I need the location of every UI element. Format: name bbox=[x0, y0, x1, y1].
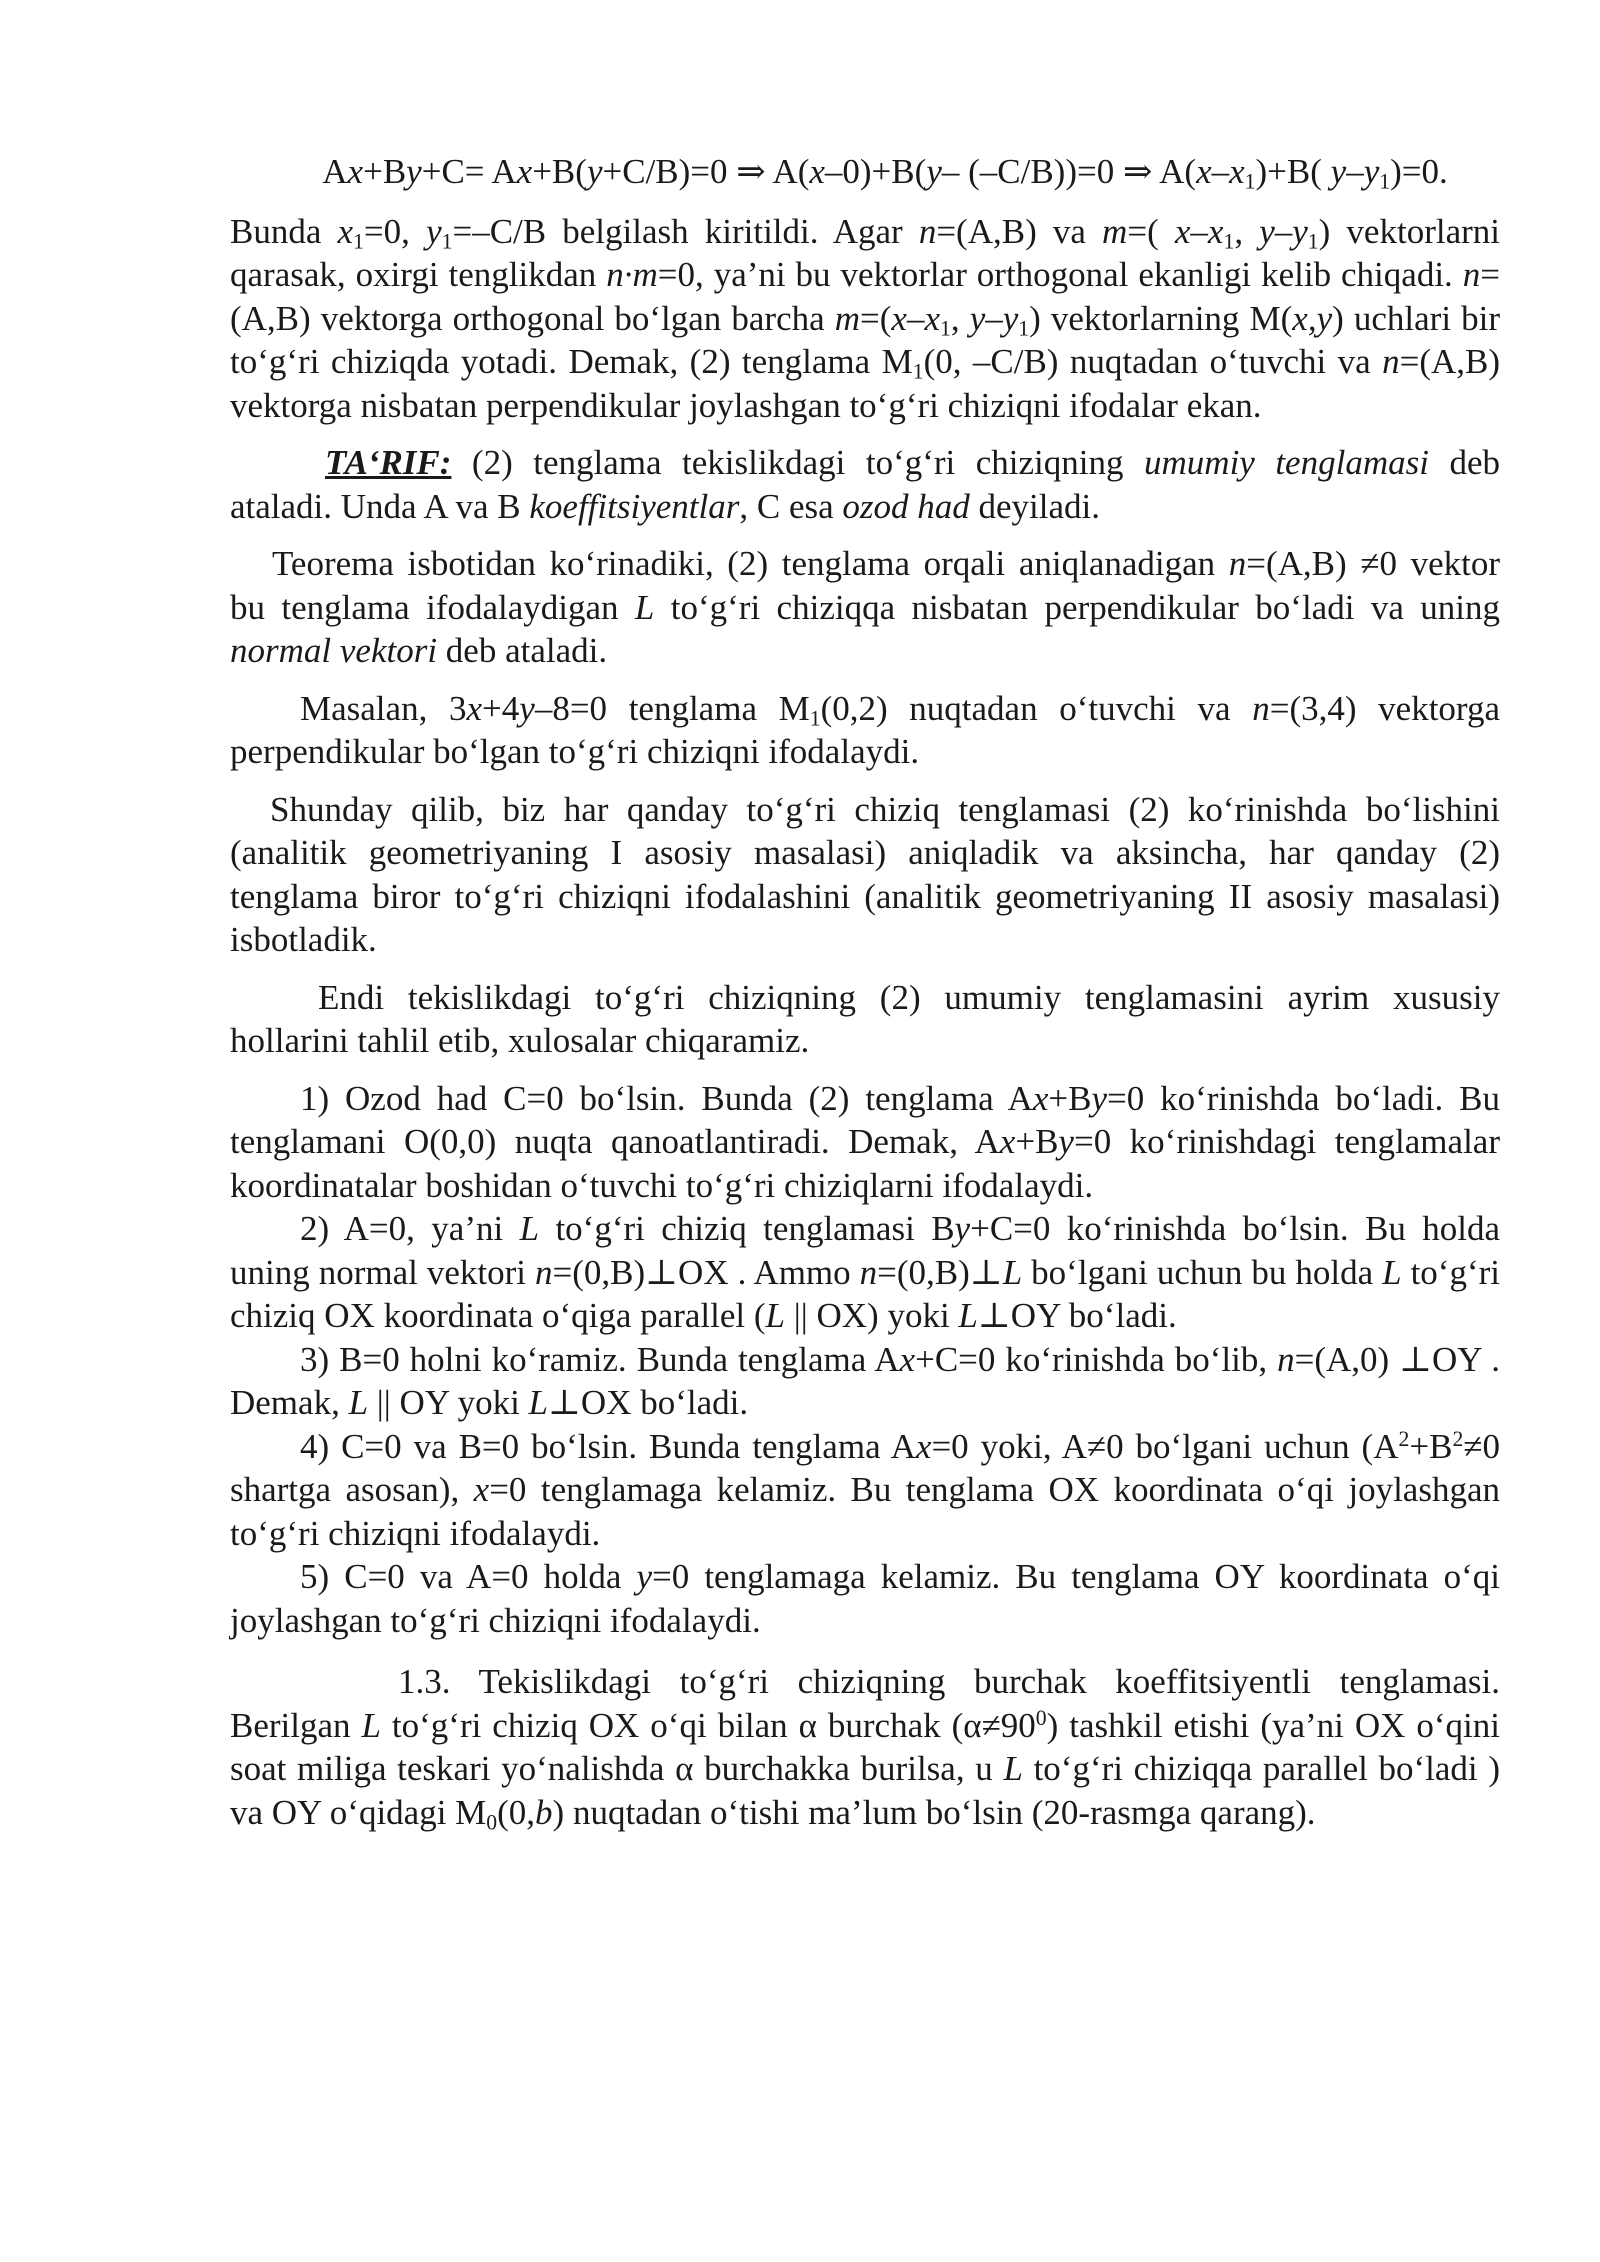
case-4: 4) C=0 va B=0 bo‘lsin. Bunda tenglama Ax=0 yoki, A≠0 bo‘lgani uchun ($A^2+B^2\ne 0$ shartga asosan), x=0 tenglamaga kelamiz. Bu tenglama OX koordinata o‘qi joylashgan to‘g‘ri chiziqni ifodalaydi. bbox=[230, 1426, 1500, 1553]
paragraph-special-cases-intro: Endi tekislikdagi to‘g‘ri chiziqning (2) umumiy tenglamasini ayrim xususiy hollarini tahlil etib, xulosalar chiqaramiz. bbox=[230, 977, 1500, 1060]
paragraph-summary: Shunday qilib, biz har qanday to‘g‘ri chiziq tenglamasi (2) ko‘rinishda bo‘lishini (analitik geometriyaning I asosiy masalasi) aniqladik va aksincha, har qanday (2) tenglama biror to‘g‘ri chiziqni ifodalashini (analitik geometriyaning II asosiy masalasi) isbotladik. bbox=[230, 789, 1500, 959]
definition-term: TA‘RIF: bbox=[325, 443, 452, 482]
paragraph-definition: TA‘RIF: (2) tenglama tekislikdagi to‘g‘ri chiziqning umumiy tenglamasi deb ataladi. Unda A va B koeffitsiyentlar, C esa ozod had deyiladi. bbox=[230, 443, 1500, 526]
equation-line: Ax+By+C= Ax+B(y+C/B)=0 ⇒ A(x–0)+B(y– (–C/B))=0 ⇒ $A(x-x_1)+B$( $y-y_1)=0$. bbox=[322, 152, 1448, 194]
case-1: 1) Ozod had C=0 bo‘lsin. Bunda (2) tenglama Ax+By=0 ko‘rinishda bo‘ladi. Bu tenglamani O(0,0) nuqta qanoatlantiradi. Demak, Ax+By=0 ko‘rinishdagi tenglamalar koordinatalar boshidan o‘tuvchi to‘g‘ri chiziqlarni ifodalaydi. bbox=[230, 1078, 1500, 1205]
text-column bbox=[230, 150, 1500, 1834]
case-2: 2) A=0, ya’ni L to‘g‘ri chiziq tenglamasi By+C=0 ko‘rinishda bo‘lsin. Bu holda uning normal vektori n=(0,B)⊥OX . Ammo n=(0,B)⊥L bo‘lgani uchun bu holda L to‘g‘ri chiziq OX koordinata o‘qiga parallel (L || OX) yoki L⊥OY bo‘ladi. bbox=[230, 1209, 1500, 1335]
case-3: 3) B=0 holni ko‘ramiz. Bunda tenglama Ax+C=0 ko‘rinishda bo‘lib, n=(A,0) ⊥OY . Demak, L || OY yoki L⊥OX bo‘ladi. bbox=[230, 1339, 1500, 1422]
paragraph-example: Masalan, 3x+4y–8=0 tenglama $M_1(0,2)$ nuqtadan o‘tuvchi va n=(3,4) vektorga perpendikular bo‘lgan to‘g‘ri chiziqni ifodalaydi. bbox=[230, 688, 1500, 771]
section-1-3: 1.3. Tekislikdagi to‘g‘ri chiziqning burchak koeffitsiyentli tenglamasi. Berilgan L to‘g‘ri chiziq OX o‘qi bilan α burchak $(\alpha\ne 90^0)$ tashkil etishi (ya’ni OX o‘qini soat miliga teskari yo‘nalishda α burchakka burilsa, u L to‘g‘ri chiziqqa parallel bo‘ladi ) va OY o‘qidagi $M_0(0,b)$ nuqtadan o‘tishi ma’lum bo‘lsin (20-rasmga qarang). bbox=[230, 1662, 1500, 1834]
paragraph-proof-end: Bunda $x_1=0$, $y_1=-C/B$ belgilash kiritildi. Agar n=(A,B) va m=( $x-x_1$, $y-y_1$) vektorlarni qarasak, oxirgi tenglikdan n·m=0, ya’ni bu vektorlar orthogonal ekanligi kelib chiqadi. n=(A,B) vektorga orthogonal bo‘lgan barcha $m=(x-x_1$, $y-y_1$) vektorlarning M(x,y) uchlari bir to‘g‘ri chiziqda yotadi. Demak, (2) tenglama $M_1(0$, –C/B) nuqtadan o‘tuvchi va n=(A,B) vektorga nisbatan perpendikular joylashgan to‘g‘ri chiziqni ifodalar ekan. bbox=[230, 211, 1501, 425]
paragraph-theorem-note: Teorema isbotidan ko‘rinadiki, (2) tenglama orqali aniqlanadigan n=(A,B) ≠0 vektor bu tenglama ifodalaydigan L to‘g‘ri chiziqqa nisbatan perpendikular bo‘ladi va uning normal vektori deb ataladi. bbox=[230, 544, 1500, 670]
case-5: 5) C=0 va A=0 holda y=0 tenglamaga kelamiz. Bu tenglama OY koordinata o‘qi joylashgan to‘g‘ri chiziqni ifodalaydi. bbox=[230, 1557, 1500, 1640]
